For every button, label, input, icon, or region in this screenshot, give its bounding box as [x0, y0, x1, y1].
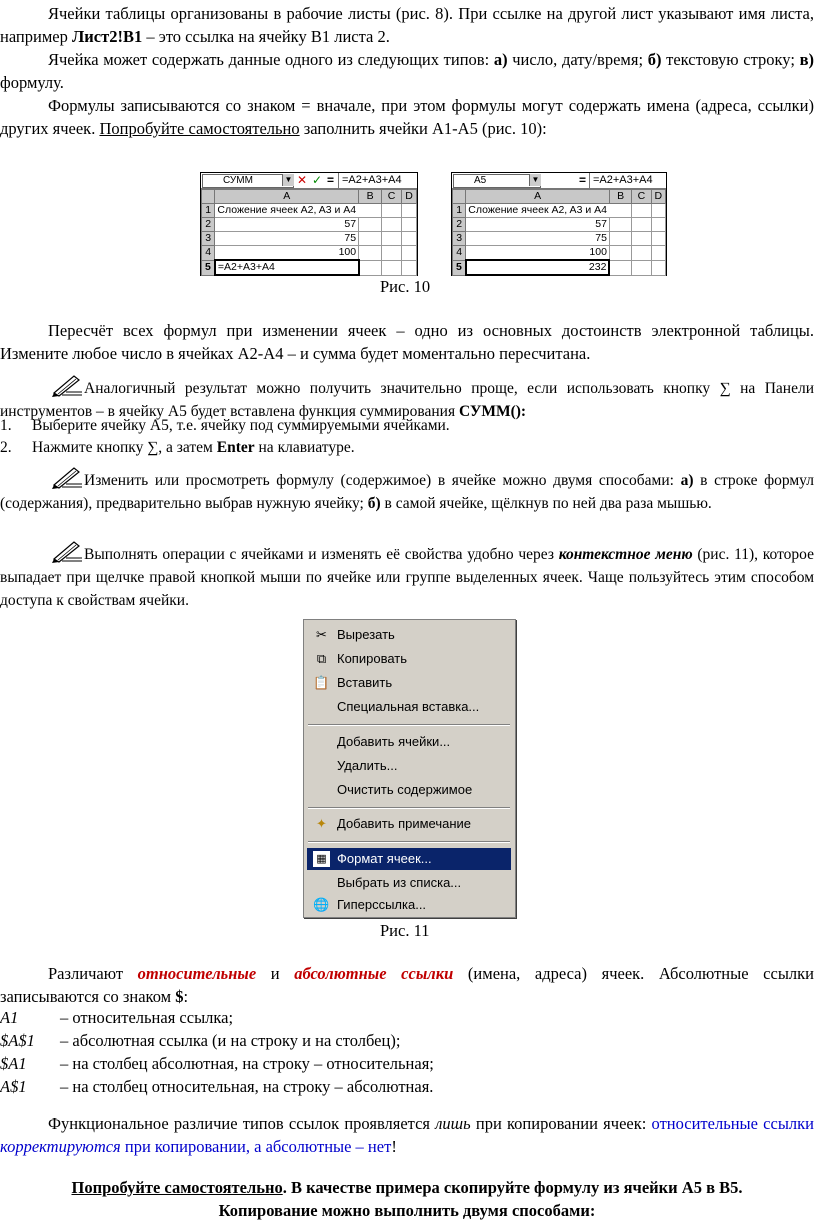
- paragraph-text: !: [391, 1137, 397, 1156]
- note-context-menu: [0, 539, 814, 612]
- column-header[interactable]: C: [632, 190, 651, 204]
- enter-check-icon[interactable]: ✓: [312, 173, 323, 187]
- list-item: [0, 1077, 433, 1097]
- cell[interactable]: [359, 218, 382, 232]
- row-header[interactable]: 4: [453, 246, 466, 261]
- paragraph-try-copy: [0, 1176, 814, 1222]
- cell[interactable]: [382, 204, 402, 218]
- paragraph-sheets: [0, 2, 814, 48]
- menu-item-label: Выбрать из списка...: [337, 875, 462, 890]
- cell[interactable]: [651, 246, 665, 261]
- cell-a1[interactable]: Сложение ячеек A2, A3 и A4: [466, 204, 610, 218]
- cell[interactable]: [609, 204, 631, 218]
- list-number: 2.: [0, 439, 12, 456]
- menu-item-hyperlink[interactable]: [307, 895, 511, 915]
- row-header[interactable]: 3: [453, 232, 466, 246]
- paragraph-text: текстовую строку;: [661, 50, 800, 69]
- column-header[interactable]: B: [609, 190, 631, 204]
- formula-bar: [452, 173, 666, 189]
- row-header[interactable]: 2: [202, 218, 215, 232]
- menu-item-paste[interactable]: [307, 672, 511, 694]
- cell[interactable]: [632, 260, 651, 275]
- row-header[interactable]: 1: [453, 204, 466, 218]
- formula-bar: [201, 173, 417, 189]
- paragraph-text: Функциональное различие типов ссылок проявляется: [48, 1114, 436, 1133]
- list-item: [0, 417, 450, 435]
- scissors-icon: ✂: [316, 627, 327, 642]
- menu-item-label: Формат ячеек...: [337, 851, 432, 866]
- try-yourself-label: Попробуйте самостоятельно: [71, 1178, 283, 1197]
- cell[interactable]: [382, 246, 402, 261]
- cancel-icon[interactable]: ✕: [297, 173, 308, 187]
- cell-a5-active[interactable]: 232: [466, 260, 610, 275]
- paragraph-text: заполнить ячейки А1-А5 (рис. 10):: [299, 119, 547, 138]
- name-box-dropdown-icon[interactable]: ▼: [282, 174, 294, 186]
- paste-icon: 📋: [313, 675, 330, 690]
- highlight-text: относительные ссылки: [651, 1114, 815, 1133]
- menu-item-cut[interactable]: [307, 624, 511, 646]
- pencil-note-icon: [48, 465, 84, 489]
- paragraph-text: Ячейка может содержать данные одного из следующих типов:: [48, 50, 494, 69]
- row-header[interactable]: 5: [453, 260, 466, 275]
- reference-description: – абсолютная ссылка (и на строку и на столбец);: [60, 1031, 401, 1050]
- paragraph-text: на Панели инструментов – в ячейку А5 будет вставлена функция суммирования: [0, 380, 815, 420]
- cell[interactable]: [382, 218, 402, 232]
- marker-c: в): [799, 50, 814, 69]
- cell[interactable]: [401, 218, 416, 232]
- menu-separator: [308, 841, 510, 843]
- paragraph-text: . В качестве примера скопируйте формулу из ячейки А5 в В5.: [282, 1178, 743, 1197]
- cell[interactable]: [609, 246, 631, 261]
- paragraph-text: формулу.: [0, 73, 64, 92]
- row-header[interactable]: 2: [453, 218, 466, 232]
- paragraph-text: Выполнять операции с ячейками и изменять её свойства удобно через: [84, 546, 559, 563]
- paragraph-text: число, дату/время;: [507, 50, 648, 69]
- cell[interactable]: [651, 232, 665, 246]
- relative-refs-term: относительные: [137, 964, 257, 983]
- marker-a: а): [680, 472, 694, 489]
- figure-11-caption: Рис. 11: [380, 921, 430, 940]
- cell-a5-active[interactable]: =A2+A3+A4: [215, 260, 359, 275]
- menu-item-format-cells[interactable]: [307, 848, 511, 870]
- reference-example: A$1: [0, 1077, 27, 1096]
- cell-a2[interactable]: 57: [215, 218, 359, 232]
- function-name: СУММ():: [458, 403, 527, 420]
- menu-item-label: Копировать: [337, 651, 407, 666]
- list-item: [0, 1054, 434, 1074]
- cell[interactable]: [651, 218, 665, 232]
- cell[interactable]: [382, 232, 402, 246]
- formula-text[interactable]: =A2+A3+A4: [338, 173, 402, 188]
- pencil-note-icon: [48, 373, 84, 397]
- note-autosum: [0, 373, 814, 423]
- name-box-value: СУММ: [223, 175, 253, 186]
- paragraph-text: в строке формул (содержания), предварительно выбрав нужную ячейку;: [0, 472, 814, 512]
- cell[interactable]: [609, 218, 631, 232]
- hyperlink-icon: 🌐: [313, 897, 330, 912]
- cell[interactable]: [359, 232, 382, 246]
- menu-item-paste-special[interactable]: [307, 696, 511, 718]
- menu-separator: [308, 807, 510, 809]
- emphasis-text: контекстное меню: [558, 546, 693, 563]
- menu-item-insert-cells[interactable]: [307, 731, 511, 753]
- list-item: [0, 439, 355, 457]
- menu-item-label: Вставить: [337, 675, 393, 690]
- corner-cell[interactable]: [453, 190, 466, 204]
- row-header[interactable]: 3: [202, 232, 215, 246]
- paragraph-text: Копирование можно выполнить двумя способами:: [218, 1201, 596, 1220]
- cell[interactable]: [401, 204, 416, 218]
- spreadsheet-editing: [200, 172, 418, 276]
- menu-item-label: Вырезать: [337, 627, 395, 642]
- paragraph-reference-types: [0, 962, 814, 1008]
- equals-icon[interactable]: =: [327, 173, 335, 187]
- comment-icon: ✦: [316, 816, 327, 831]
- paragraph-text: :: [183, 987, 189, 1006]
- paragraph-text: при копировании ячеек:: [470, 1114, 652, 1133]
- dollar-sign: $: [175, 987, 184, 1006]
- list-number: 1.: [0, 417, 12, 434]
- menu-item-label: Специальная вставка...: [337, 699, 480, 714]
- sigma-icon: ∑: [719, 380, 731, 397]
- paragraph-text: Ячейки таблицы организованы в рабочие листы (рис. 8). При ссылке на другой лист указывают имя листа, например: [0, 4, 814, 46]
- reference-example: A1: [0, 1008, 19, 1027]
- reference-description: – относительная ссылка;: [60, 1008, 234, 1027]
- sheet-reference-example: Лист2!B1: [72, 27, 143, 46]
- highlight-text: корректируются: [0, 1137, 121, 1156]
- context-menu: [303, 619, 516, 918]
- column-header[interactable]: B: [359, 190, 382, 204]
- try-yourself-label: Попробуйте самостоятельно: [99, 119, 300, 138]
- menu-separator: [308, 724, 510, 726]
- reference-example: $A$1: [0, 1031, 35, 1050]
- list-text: на клавиатуре.: [254, 439, 355, 456]
- list-text: , а затем: [158, 439, 217, 456]
- cell-grid: [452, 189, 666, 275]
- cell-grid: [201, 189, 417, 275]
- column-header[interactable]: D: [401, 190, 416, 204]
- paragraph-text: в самой ячейке, щёлкнув по ней два раза мышью.: [380, 495, 712, 512]
- reference-description: – на столбец абсолютная, на строку – относительная;: [60, 1054, 434, 1073]
- cell-a4[interactable]: 100: [215, 246, 359, 261]
- name-box[interactable]: [453, 174, 541, 188]
- menu-item-label: Добавить примечание: [337, 816, 472, 831]
- paragraph-recalc: [0, 319, 814, 365]
- cell[interactable]: [359, 246, 382, 261]
- emphasis-text: лишь: [435, 1114, 471, 1133]
- formula-text[interactable]: =A2+A3+A4: [589, 173, 653, 188]
- cell[interactable]: [401, 232, 416, 246]
- paragraph-text: (рис. 11), которое выпадает при щелчке правой кнопкой мыши по ячейке или группе выделенных ячеек. Чаще пользуйтесь этим способом доступа к свойствам ячейки.: [0, 546, 814, 609]
- list-text: Выберите ячейку А5, т.е. ячейку под суммируемыми ячейками.: [32, 417, 450, 434]
- list-item: [0, 1031, 400, 1051]
- figure-10-caption: Рис. 10: [380, 277, 431, 296]
- paragraph-copy-difference: [0, 1112, 814, 1158]
- menu-item-label: Удалить...: [337, 758, 398, 773]
- menu-item-clear-contents[interactable]: [307, 779, 511, 801]
- marker-b: б): [367, 495, 381, 512]
- paragraph-formulas: [0, 94, 814, 140]
- paragraph-text: и: [256, 964, 295, 983]
- cell[interactable]: [382, 260, 402, 275]
- reference-example: $A1: [0, 1054, 27, 1073]
- column-header[interactable]: A: [466, 190, 610, 204]
- cell[interactable]: [609, 232, 631, 246]
- paragraph-text: Изменить или просмотреть формулу (содержимое) в ячейке можно двумя способами:: [84, 472, 681, 489]
- key-name: Enter: [216, 439, 255, 456]
- spreadsheet-result: [451, 172, 667, 276]
- menu-item-copy[interactable]: [307, 648, 511, 670]
- menu-item-delete[interactable]: [307, 755, 511, 777]
- cell[interactable]: [632, 218, 651, 232]
- cell[interactable]: [401, 246, 416, 261]
- paragraph-text: Формулы записываются со знаком = вначале, при этом формулы могут содержать имена (адреса, ссылки) других ячеек.: [0, 96, 814, 138]
- cell[interactable]: [359, 260, 382, 275]
- menu-item-pick-from-list[interactable]: [307, 872, 511, 894]
- paragraph-text: – это ссылка на ячейку B1 листа 2.: [142, 27, 390, 46]
- cell[interactable]: [359, 204, 382, 218]
- row-header[interactable]: 4: [202, 246, 215, 261]
- menu-item-add-comment[interactable]: [307, 813, 511, 835]
- row-header[interactable]: 1: [202, 204, 215, 218]
- cell[interactable]: [632, 204, 651, 218]
- cell-a2[interactable]: 57: [466, 218, 610, 232]
- name-box-dropdown-icon[interactable]: ▼: [529, 174, 541, 186]
- menu-item-label: Гиперссылка...: [337, 897, 427, 912]
- cell[interactable]: [632, 246, 651, 261]
- paragraph-text: Различают: [48, 964, 138, 983]
- name-box-value: A5: [474, 175, 487, 186]
- list-item: [0, 1008, 233, 1028]
- paragraph-data-types: [0, 48, 814, 94]
- menu-item-label: Добавить ячейки...: [337, 734, 451, 749]
- name-box[interactable]: [202, 174, 294, 188]
- cell[interactable]: [651, 204, 665, 218]
- corner-cell[interactable]: [202, 190, 215, 204]
- row-header[interactable]: 5: [202, 260, 215, 275]
- cell[interactable]: [632, 232, 651, 246]
- pencil-note-icon: [48, 539, 84, 563]
- cell[interactable]: [609, 260, 631, 275]
- marker-b: б): [647, 50, 662, 69]
- column-header[interactable]: A: [215, 190, 359, 204]
- sheet-table: [201, 189, 417, 276]
- highlight-text: при копировании, а абсолютные – нет: [120, 1137, 392, 1156]
- paragraph-text: (имена, адреса) ячеек. Абсолютные ссылки записываются со знаком: [0, 964, 814, 1006]
- note-edit-formula: [0, 465, 814, 515]
- copy-icon: ⧉: [316, 651, 327, 666]
- sheet-table: [452, 189, 666, 276]
- list-text: Нажмите кнопку: [32, 439, 148, 456]
- absolute-refs-term: абсолютные ссылки: [294, 964, 454, 983]
- paragraph-text: Аналогичный результат можно получить значительно проще, если использовать кнопку: [84, 380, 720, 397]
- paragraph-text: Пересчёт всех формул при изменении ячеек – одно из основных достоинств электронной таблицы. Измените любое число в ячейках А2-А4 – и сумма будет моментально пересчитана.: [0, 321, 814, 363]
- cell-a3[interactable]: 75: [215, 232, 359, 246]
- cell[interactable]: [651, 260, 665, 275]
- reference-description: – на столбец относительная, на строку – абсолютная.: [60, 1077, 434, 1096]
- column-header[interactable]: D: [651, 190, 665, 204]
- sigma-icon: ∑: [147, 439, 159, 456]
- equals-icon[interactable]: =: [579, 173, 587, 187]
- cell-a4[interactable]: 100: [466, 246, 610, 261]
- menu-item-label: Очистить содержимое: [337, 782, 473, 797]
- cell-a3[interactable]: 75: [466, 232, 610, 246]
- column-header[interactable]: C: [382, 190, 402, 204]
- cell-a1[interactable]: Сложение ячеек A2, A3 и A4: [215, 204, 359, 218]
- format-cells-icon: ▦: [313, 851, 330, 867]
- cell[interactable]: [401, 260, 416, 275]
- marker-a: а): [493, 50, 508, 69]
